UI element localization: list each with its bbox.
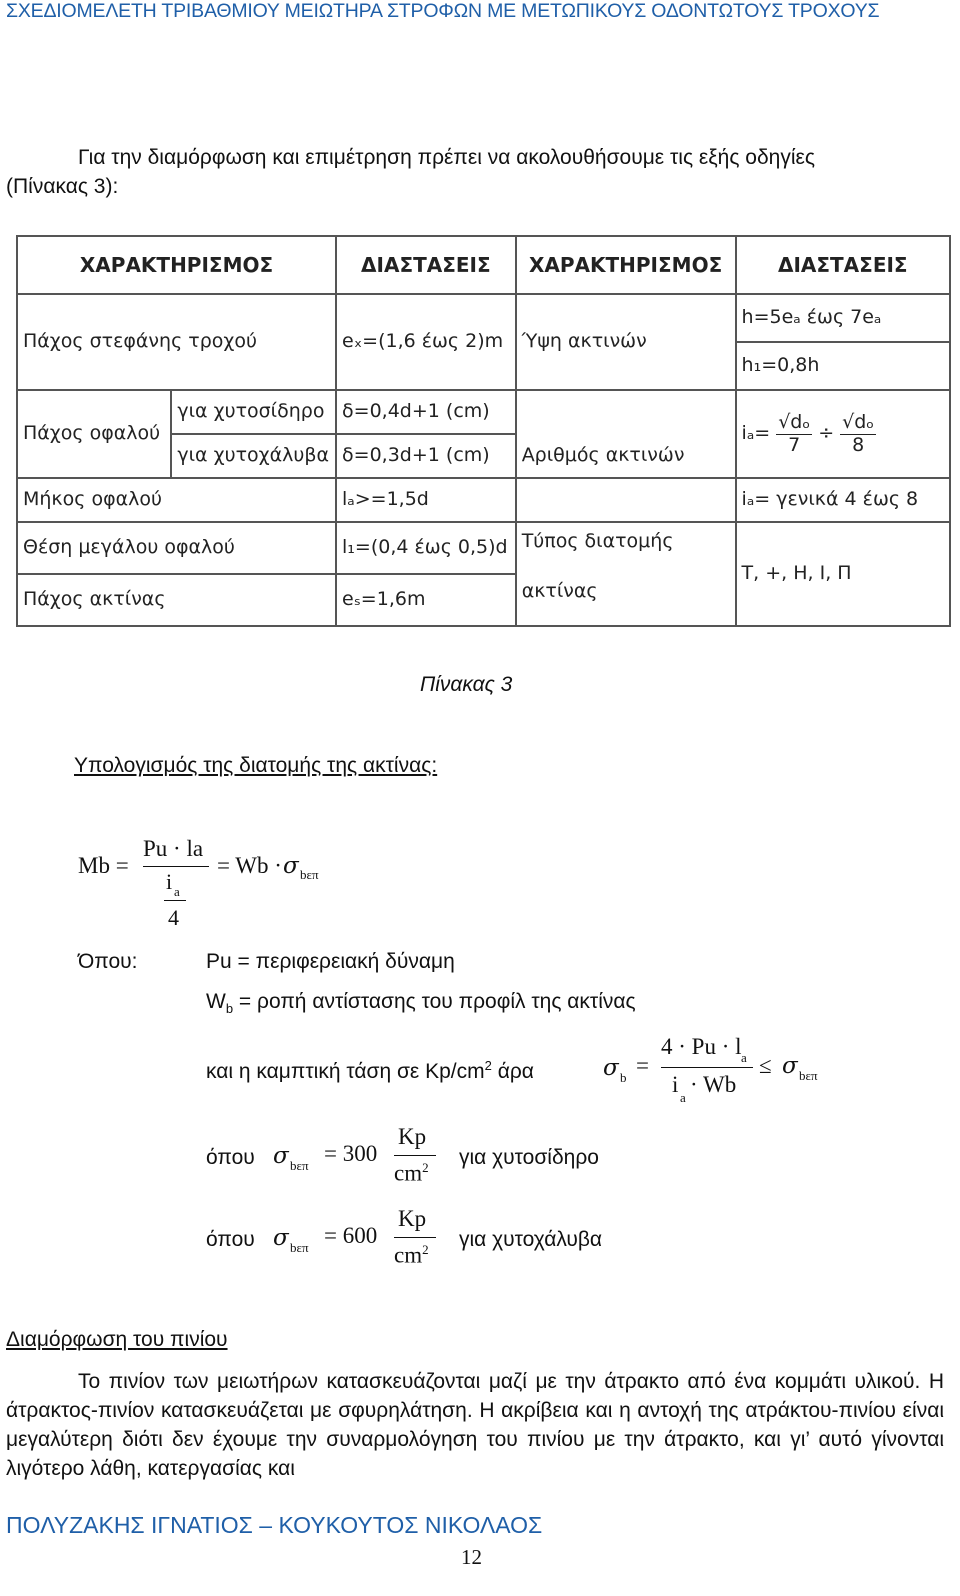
cell-spoke-thickness-dim: eₛ=1,6m [336, 574, 516, 626]
header-dimensions-2: ΔΙΑΣΤΑΣΕΙΣ [736, 236, 950, 294]
fraction-den: 8 [852, 433, 865, 456]
section-type-line-2: ακτίνας [521, 579, 598, 602]
eq2-equals: = [636, 1053, 649, 1078]
eq4-material: για χυτοχάλυβα [459, 1228, 603, 1251]
eq4-label: όπου [206, 1228, 255, 1251]
eq2-fraction-bar [661, 1067, 753, 1068]
eq2-num-sub: a [741, 1050, 747, 1065]
eq1-lhs: Mb = [78, 853, 129, 878]
cell-rim-thickness: Πάχος στεφάνης τροχού [17, 294, 336, 390]
eq1-den-4: 4 [168, 905, 179, 930]
eq3-unit-num: Kp [398, 1124, 427, 1149]
cell-section-type [516, 522, 736, 626]
footer-authors: ΠΟΛΥΖΑΚΗΣ ΙΓΝΑΤΙΟΣ – ΚΟΥΚΟΥΤΟΣ ΝΙΚΟΛΑΟΣ [6, 1512, 543, 1538]
eq1-rhs: = Wb · [217, 853, 282, 878]
eq1-den-i: i [166, 869, 173, 894]
pinion-title: Διαμόρφωση του πινίου [6, 1328, 228, 1351]
cell-rim-dim: eₓ=(1,6 έως 2)m [336, 294, 516, 390]
eq3-unit-den [394, 1160, 429, 1187]
cell-spoke-count: Αριθμός ακτινών [516, 390, 736, 478]
cell-hub-length-dim: lₐ>=1,5d [336, 478, 516, 522]
definition-pu: Pu = περιφερειακή δύναμη [206, 950, 455, 973]
eq4-sigma: σ [273, 1225, 289, 1251]
intro-line-1: Για την διαμόρφωση και επιμέτρηση πρέπει να ακολουθήσουμε τις εξής οδηγίες [78, 146, 815, 169]
spec-table [16, 235, 951, 627]
cell-spoke-thickness: Πάχος ακτίνας [17, 574, 336, 626]
cell-hub-thickness: Πάχος οφαλού [17, 390, 171, 478]
eq4-unit-den [394, 1242, 429, 1269]
section-title: Υπολογισμός της διατομής της ακτίνας: [74, 754, 438, 777]
cell-spoke-count-formula [736, 390, 950, 478]
eq4-unit-bar [394, 1237, 436, 1238]
tension-text [206, 1058, 534, 1084]
eq3-value: = 300 [324, 1141, 378, 1166]
eq2-numerator: 4 · Pu · l [661, 1034, 742, 1059]
eq3-unit-bar [394, 1155, 436, 1156]
fraction-sqrt-8 [840, 412, 876, 457]
wb-definition: = ροπή αντίστασης του προφίλ της ακτίνας [233, 990, 636, 1013]
section-type-line-1: Τύπος διατομής [521, 530, 674, 552]
eq2-den-i: i [672, 1072, 679, 1097]
eq2-sigma-allow-sub: bεπ [799, 1068, 818, 1083]
eq3-unit-cm: cm [394, 1160, 423, 1186]
intro-line-2: (Πίνακας 3): [6, 175, 119, 198]
eq1-inner-bar [164, 900, 186, 901]
table-caption: Πίνακας 3 [420, 673, 513, 696]
wb-subscript: b [225, 1001, 234, 1017]
eq2-sigma-sub: b [620, 1070, 627, 1085]
pinion-paragraph: Το πινίον των μειωτήρων κατασκευάζονται μαζί με την άτρακτο από ένα κομμάτι υλικού. Η άτρακτος-πινίον κατασκευάζεται με σφυρηλάτηση. Η ακρίβεια και η αντοχή της ατράκτου-πινίου είναι μεγαλύτερη διότι δεν έχουμε την συναρμολόγηση του πινίου με την άτρακτο, και γι’ αυτό γίνονται λιγότερο λάθη, κατεργασίας και [6, 1370, 944, 1480]
cell-hub-length: Μήκος οφαλού [17, 478, 336, 522]
cell-section-type-dim: Τ, +, Η, Ι, Π [736, 522, 950, 626]
cell-cast-steel: για χυτοχάλυβα [171, 434, 336, 478]
header-dimensions-1: ΔΙΑΣΤΑΣΕΙΣ [336, 236, 516, 294]
eq4-sigma-sub: bεπ [290, 1240, 309, 1255]
eq1-numerator: Pu · la [143, 836, 204, 861]
cell-spoke-height: Ύψη ακτινών [516, 294, 736, 390]
eq4-unit-num: Kp [398, 1206, 427, 1231]
tension-desc: και η καμπτική τάση σε Kp/cm [206, 1060, 485, 1083]
cell-hub-dim-steel: δ=0,3d+1 (cm) [336, 434, 516, 478]
tension-ara: άρα [491, 1060, 534, 1083]
where-label: Όπου: [78, 950, 138, 973]
wb-symbol: W [206, 990, 226, 1013]
cell-cast-iron: για χυτοσίδηρο [171, 390, 336, 434]
fraction-num: √dₒ [842, 410, 875, 433]
eq4-unit-cm: cm [394, 1242, 423, 1268]
cell-large-hub-position-dim: l₁=(0,4 έως 0,5)d [336, 522, 516, 574]
eq4-value: = 600 [324, 1223, 378, 1248]
eq2-leq: ≤ [759, 1053, 772, 1078]
eq1-sigma: σ [283, 853, 299, 879]
eq4-unit-sup: 2 [422, 1242, 429, 1257]
cell-empty [516, 478, 736, 522]
divide-sign: ÷ [818, 422, 835, 445]
cell-large-hub-position: Θέση μεγάλου οφαλού [17, 522, 336, 574]
eq3-material: για χυτοσίδηρο [459, 1146, 599, 1169]
eq2-sigma-allow: σ [782, 1053, 798, 1079]
cell-spoke-count-general: iₐ= γενικά 4 έως 8 [736, 478, 950, 522]
eq2-den-rest: · Wb [690, 1072, 737, 1097]
eq1-den-i-sub: a [174, 884, 180, 899]
header-characterization-2: ΧΑΡΑΚΤΗΡΙΣΜΟΣ [516, 236, 736, 294]
fraction-sqrt-7 [776, 412, 812, 457]
eq3-label: όπου [206, 1146, 255, 1169]
eq3-sigma: σ [273, 1143, 289, 1169]
document-header: ΣΧΕΔΙΟΜΕΛΕΤΗ ΤΡΙΒΑΘΜΙΟΥ ΜΕΙΩΤΗΡΑ ΣΤΡΟΦΩΝ ΜΕ ΜΕΤΩΠΙΚΟΥΣ ΟΔΟΝΤΩΤΟΥΣ ΤΡΟΧΟΥΣ [6, 0, 880, 22]
fraction-num: √dₒ [778, 410, 811, 433]
cell-hub-dim-iron: δ=0,4d+1 (cm) [336, 390, 516, 434]
cell-spoke-height-dim-a: h=5eₐ έως 7eₐ [736, 294, 950, 342]
definition-wb [206, 990, 636, 1016]
eq2-den-sub: a [680, 1090, 686, 1105]
fraction-den: 7 [788, 433, 801, 456]
cell-spoke-height-dim-b: h₁=0,8h [736, 342, 950, 390]
eq3-unit-sup: 2 [422, 1160, 429, 1175]
eq2-sigma: σ [603, 1055, 619, 1081]
eq1-sigma-sub: bεπ [300, 867, 319, 882]
eq3-sigma-sub: bεπ [290, 1158, 309, 1173]
tension-sup: 2 [484, 1058, 492, 1073]
formula-prefix: iₐ= [741, 422, 771, 445]
eq1-fraction-bar [143, 866, 209, 867]
header-characterization-1: ΧΑΡΑΚΤΗΡΙΣΜΟΣ [17, 236, 336, 294]
page-number: 12 [461, 1545, 482, 1569]
